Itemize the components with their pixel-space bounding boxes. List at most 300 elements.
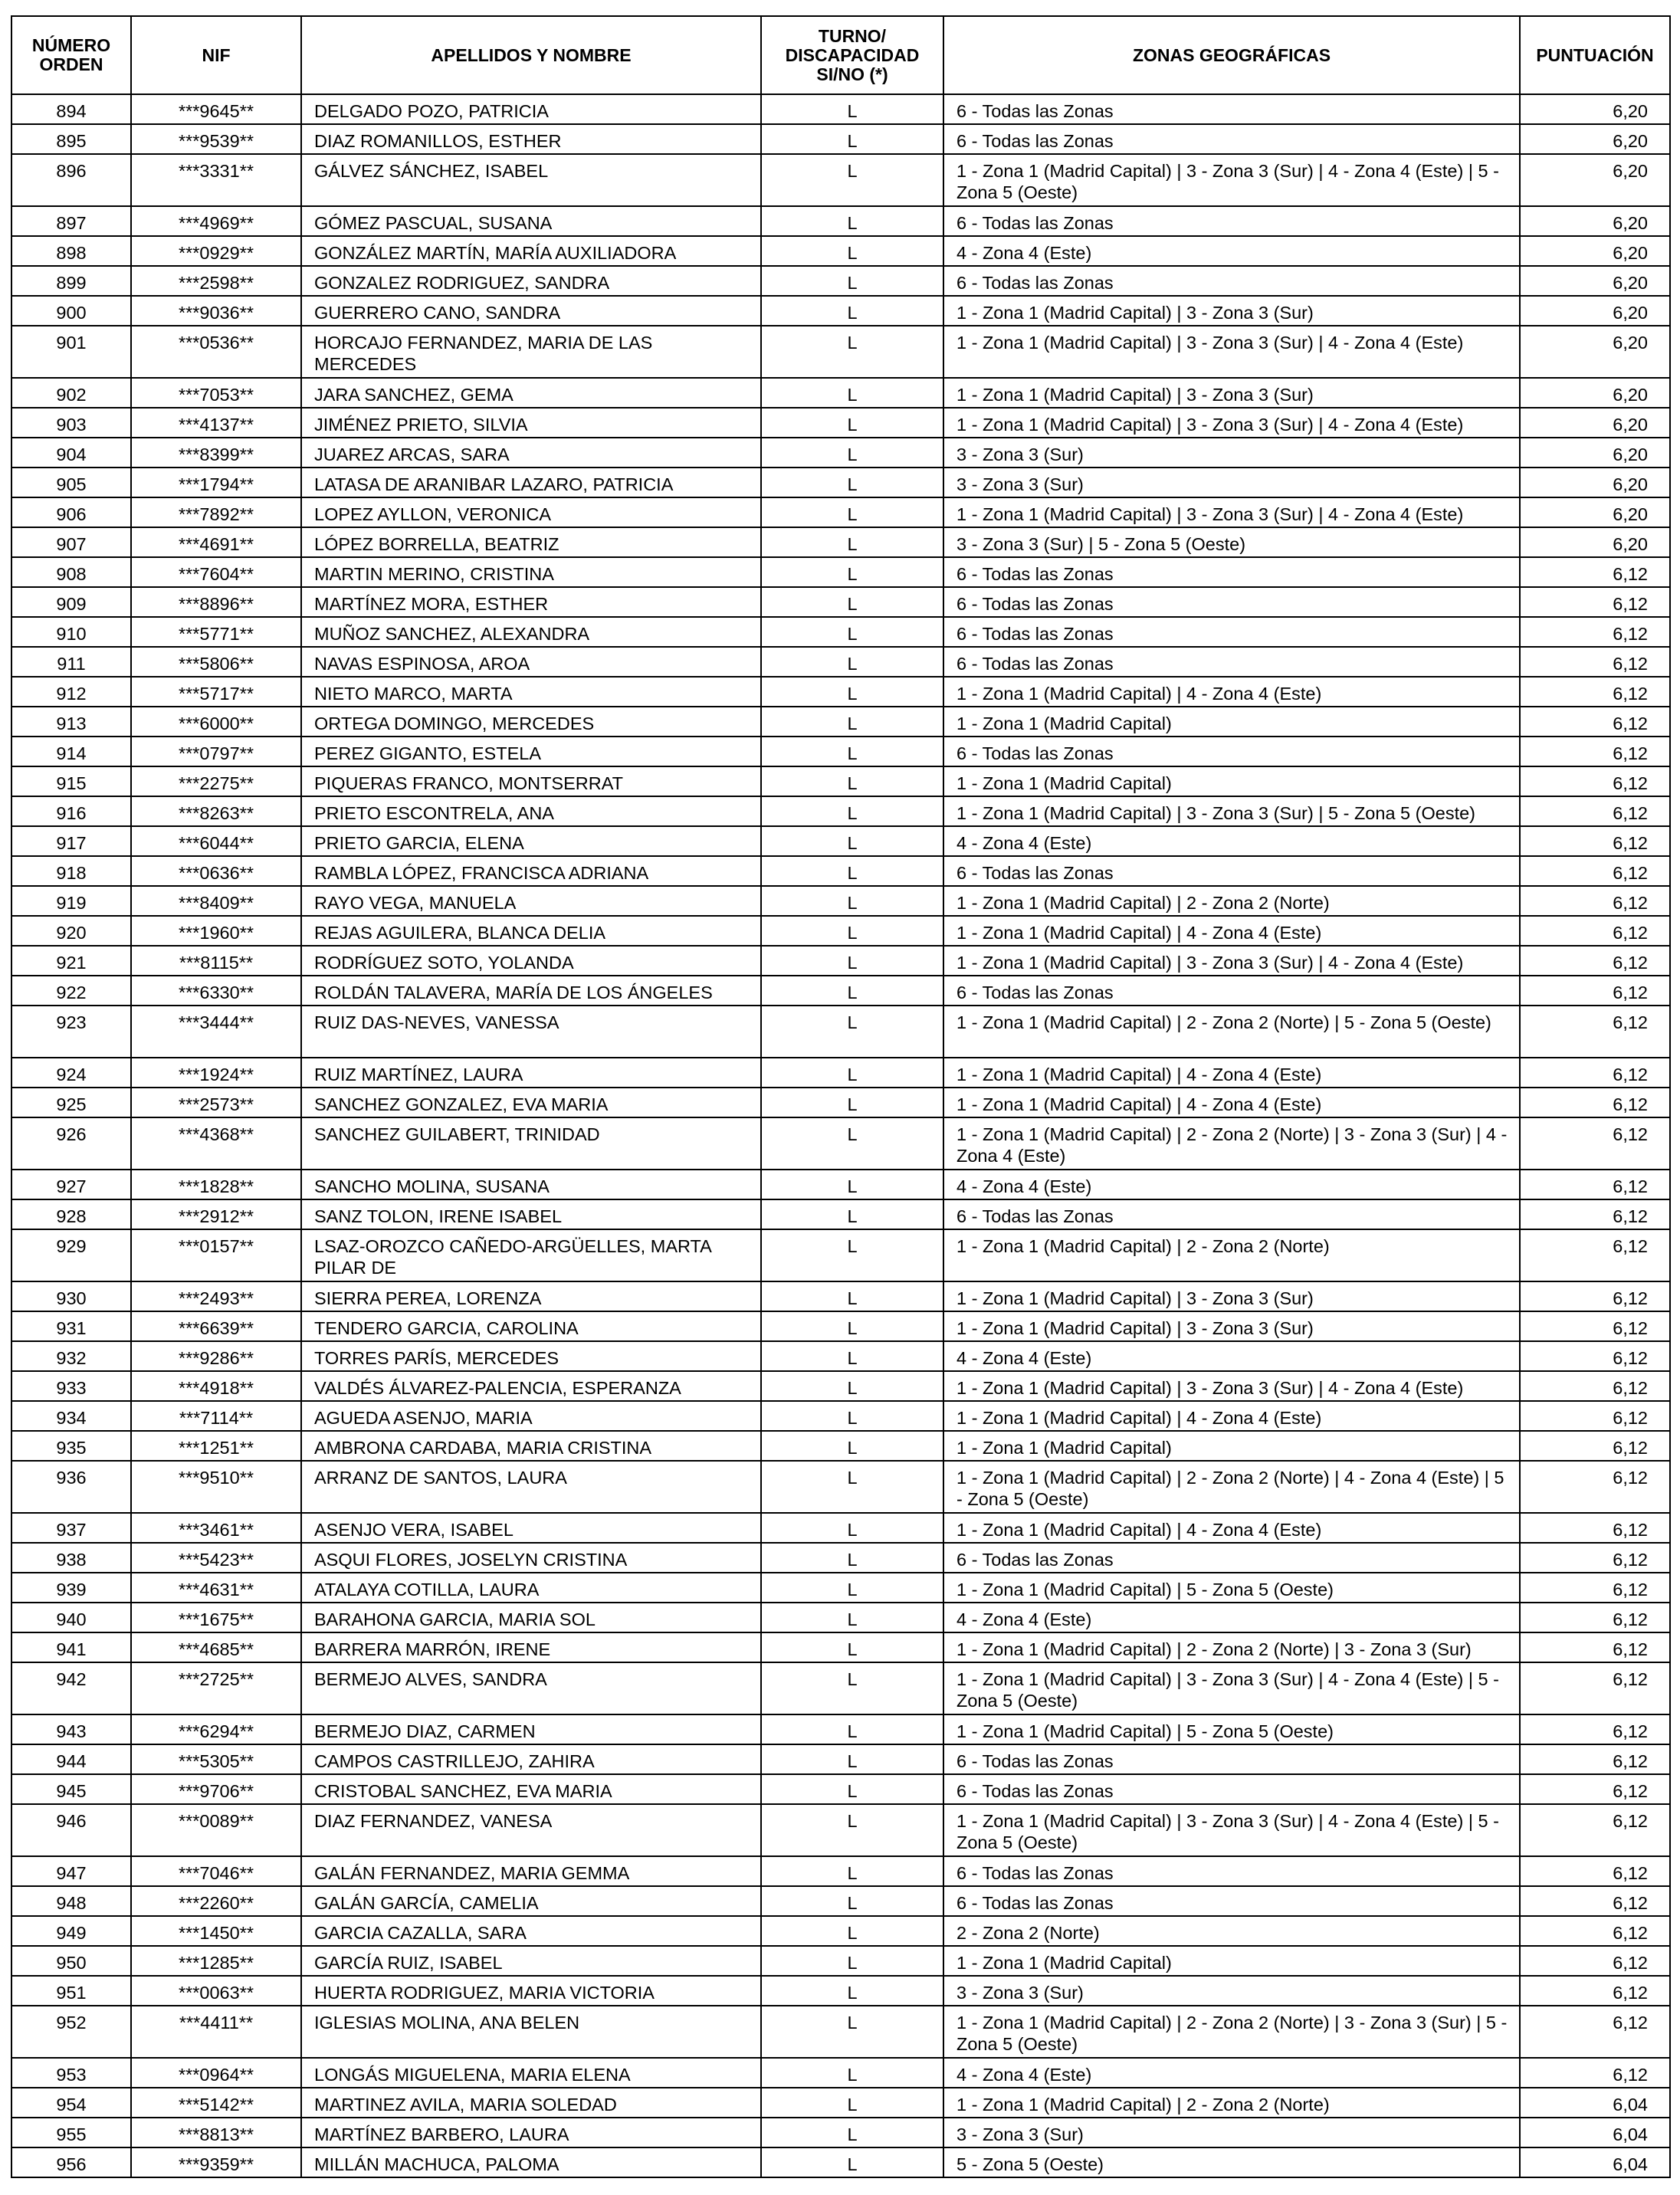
cell-nif: ***3461** (131, 1513, 301, 1543)
cell-nif: ***5717** (131, 677, 301, 707)
cell-numero-orden: 896 (11, 154, 131, 206)
cell-turno: L (761, 296, 943, 326)
table-row (11, 2088, 1670, 2118)
cell-apellidos-nombre: AGUEDA ASENJO, MARIA (301, 1401, 761, 1431)
cell-numero-orden: 927 (11, 1170, 131, 1199)
cell-nif: ***1675** (131, 1603, 301, 1632)
cell-numero-orden: 910 (11, 617, 131, 647)
cell-nif: ***4368** (131, 1117, 301, 1170)
cell-zonas: 1 - Zona 1 (Madrid Capital) | 2 - Zona 2 (Norte) (943, 1229, 1520, 1281)
cell-zonas: 1 - Zona 1 (Madrid Capital) | 4 - Zona 4 (Este) (943, 1513, 1520, 1543)
cell-nif: ***8399** (131, 438, 301, 468)
cell-apellidos-nombre: AMBRONA CARDABA, MARIA CRISTINA (301, 1431, 761, 1461)
cell-zonas: 1 - Zona 1 (Madrid Capital) | 2 - Zona 2 (Norte) | 5 - Zona 5 (Oeste) (943, 1006, 1520, 1058)
cell-zonas: 6 - Todas las Zonas (943, 94, 1520, 124)
cell-zonas: 1 - Zona 1 (Madrid Capital) | 3 - Zona 3 (Sur) (943, 1281, 1520, 1311)
cell-turno: L (761, 266, 943, 296)
cell-zonas: 4 - Zona 4 (Este) (943, 1341, 1520, 1371)
cell-puntuacion: 6,12 (1520, 1744, 1670, 1774)
table-row (11, 1662, 1670, 1714)
cell-puntuacion: 6,20 (1520, 326, 1670, 378)
cell-nif: ***2573** (131, 1088, 301, 1117)
cell-zonas: 1 - Zona 1 (Madrid Capital) | 3 - Zona 3 (Sur) | 4 - Zona 4 (Este) (943, 1371, 1520, 1401)
cell-apellidos-nombre: HUERTA RODRIGUEZ, MARIA VICTORIA (301, 1976, 761, 2006)
table-row (11, 1916, 1670, 1946)
cell-apellidos-nombre: MARTINEZ AVILA, MARIA SOLEDAD (301, 2088, 761, 2118)
cell-turno: L (761, 886, 943, 916)
cell-turno: L (761, 1744, 943, 1774)
cell-numero-orden: 951 (11, 1976, 131, 2006)
cell-apellidos-nombre: BARAHONA GARCIA, MARIA SOL (301, 1603, 761, 1632)
cell-numero-orden: 916 (11, 796, 131, 826)
cell-numero-orden: 903 (11, 408, 131, 438)
cell-turno: L (761, 1401, 943, 1431)
cell-nif: ***4918** (131, 1371, 301, 1401)
cell-apellidos-nombre: ARRANZ DE SANTOS, LAURA (301, 1461, 761, 1513)
cell-puntuacion: 6,12 (1520, 766, 1670, 796)
cell-puntuacion: 6,12 (1520, 1431, 1670, 1461)
cell-puntuacion: 6,12 (1520, 1006, 1670, 1058)
cell-puntuacion: 6,12 (1520, 617, 1670, 647)
cell-apellidos-nombre: HORCAJO FERNANDEZ, MARIA DE LAS MERCEDES (301, 326, 761, 378)
cell-numero-orden: 911 (11, 647, 131, 677)
cell-apellidos-nombre: BARRERA MARRÓN, IRENE (301, 1632, 761, 1662)
table-row (11, 1199, 1670, 1229)
cell-puntuacion: 6,12 (1520, 1461, 1670, 1513)
table-row (11, 587, 1670, 617)
cell-turno: L (761, 677, 943, 707)
table-row (11, 886, 1670, 916)
cell-puntuacion: 6,12 (1520, 976, 1670, 1006)
cell-apellidos-nombre: DELGADO POZO, PATRICIA (301, 94, 761, 124)
cell-puntuacion: 6,20 (1520, 497, 1670, 527)
cell-nif: ***0157** (131, 1229, 301, 1281)
cell-apellidos-nombre: PRIETO ESCONTRELA, ANA (301, 796, 761, 826)
cell-apellidos-nombre: GONZALEZ RODRIGUEZ, SANDRA (301, 266, 761, 296)
cell-numero-orden: 928 (11, 1199, 131, 1229)
cell-numero-orden: 904 (11, 438, 131, 468)
cell-turno: L (761, 1431, 943, 1461)
cell-apellidos-nombre: BERMEJO ALVES, SANDRA (301, 1662, 761, 1714)
cell-numero-orden: 902 (11, 378, 131, 408)
cell-turno: L (761, 2088, 943, 2118)
table-row (11, 1543, 1670, 1573)
cell-zonas: 6 - Todas las Zonas (943, 737, 1520, 766)
cell-numero-orden: 955 (11, 2118, 131, 2147)
cell-zonas: 1 - Zona 1 (Madrid Capital) | 4 - Zona 4 (Este) (943, 1401, 1520, 1431)
cell-zonas: 1 - Zona 1 (Madrid Capital) | 3 - Zona 3 (Sur) | 4 - Zona 4 (Este) (943, 946, 1520, 976)
cell-zonas: 1 - Zona 1 (Madrid Capital) | 4 - Zona 4 (Este) (943, 677, 1520, 707)
cell-zonas: 1 - Zona 1 (Madrid Capital) | 2 - Zona 2 (Norte) | 4 - Zona 4 (Este) | 5 - Zona 5 (Oeste) (943, 1461, 1520, 1513)
cell-apellidos-nombre: JARA SANCHEZ, GEMA (301, 378, 761, 408)
cell-puntuacion: 6,20 (1520, 206, 1670, 236)
cell-puntuacion: 6,12 (1520, 1281, 1670, 1311)
cell-nif: ***0636** (131, 856, 301, 886)
cell-nif: ***0929** (131, 236, 301, 266)
cell-apellidos-nombre: BERMEJO DIAZ, CARMEN (301, 1714, 761, 1744)
table-row (11, 557, 1670, 587)
cell-apellidos-nombre: GARCIA CAZALLA, SARA (301, 1916, 761, 1946)
table-row (11, 707, 1670, 737)
table-row (11, 1744, 1670, 1774)
cell-nif: ***1794** (131, 468, 301, 497)
cell-nif: ***3331** (131, 154, 301, 206)
table-row (11, 1229, 1670, 1281)
cell-numero-orden: 925 (11, 1088, 131, 1117)
cell-turno: L (761, 2147, 943, 2177)
table-row (11, 438, 1670, 468)
cell-apellidos-nombre: GUERRERO CANO, SANDRA (301, 296, 761, 326)
cell-nif: ***1924** (131, 1058, 301, 1088)
cell-turno: L (761, 1088, 943, 1117)
cell-turno: L (761, 2006, 943, 2058)
cell-puntuacion: 6,12 (1520, 647, 1670, 677)
cell-zonas: 3 - Zona 3 (Sur) (943, 2118, 1520, 2147)
cell-numero-orden: 908 (11, 557, 131, 587)
cell-numero-orden: 936 (11, 1461, 131, 1513)
header-puntuacion: PUNTUACIÓN (1520, 16, 1670, 94)
cell-nif: ***4969** (131, 206, 301, 236)
table-row (11, 1976, 1670, 2006)
cell-zonas: 1 - Zona 1 (Madrid Capital) | 2 - Zona 2 (Norte) | 3 - Zona 3 (Sur) (943, 1632, 1520, 1662)
cell-nif: ***7114** (131, 1401, 301, 1431)
cell-turno: L (761, 916, 943, 946)
cell-puntuacion: 6,12 (1520, 1371, 1670, 1401)
cell-numero-orden: 922 (11, 976, 131, 1006)
cell-turno: L (761, 1662, 943, 1714)
cell-numero-orden: 909 (11, 587, 131, 617)
cell-turno: L (761, 976, 943, 1006)
cell-turno: L (761, 587, 943, 617)
cell-apellidos-nombre: RAMBLA LÓPEZ, FRANCISCA ADRIANA (301, 856, 761, 886)
table-row (11, 766, 1670, 796)
cell-puntuacion: 6,12 (1520, 2058, 1670, 2088)
cell-nif: ***8813** (131, 2118, 301, 2147)
cell-numero-orden: 946 (11, 1804, 131, 1856)
cell-zonas: 1 - Zona 1 (Madrid Capital) | 3 - Zona 3 (Sur) (943, 378, 1520, 408)
cell-nif: ***8263** (131, 796, 301, 826)
cell-zonas: 1 - Zona 1 (Madrid Capital) | 3 - Zona 3 (Sur) | 4 - Zona 4 (Este) | 5 - Zona 5 (Oeste) (943, 1662, 1520, 1714)
cell-puntuacion: 6,04 (1520, 2147, 1670, 2177)
cell-apellidos-nombre: RUIZ DAS-NEVES, VANESSA (301, 1006, 761, 1058)
cell-turno: L (761, 378, 943, 408)
cell-turno: L (761, 326, 943, 378)
cell-zonas: 1 - Zona 1 (Madrid Capital) | 3 - Zona 3 (Sur) | 4 - Zona 4 (Este) | 5 - Zona 5 (Oeste) (943, 154, 1520, 206)
table-row (11, 1341, 1670, 1371)
cell-puntuacion: 6,12 (1520, 916, 1670, 946)
cell-apellidos-nombre: SIERRA PEREA, LORENZA (301, 1281, 761, 1311)
cell-puntuacion: 6,12 (1520, 1774, 1670, 1804)
table-body (11, 94, 1670, 2177)
cell-apellidos-nombre: LOPEZ AYLLON, VERONICA (301, 497, 761, 527)
cell-apellidos-nombre: MARTIN MERINO, CRISTINA (301, 557, 761, 587)
cell-puntuacion: 6,12 (1520, 1632, 1670, 1662)
cell-turno: L (761, 1199, 943, 1229)
cell-turno: L (761, 1946, 943, 1976)
cell-apellidos-nombre: GALÁN FERNANDEZ, MARIA GEMMA (301, 1856, 761, 1886)
cell-zonas: 6 - Todas las Zonas (943, 557, 1520, 587)
cell-numero-orden: 944 (11, 1744, 131, 1774)
cell-numero-orden: 938 (11, 1543, 131, 1573)
cell-numero-orden: 940 (11, 1603, 131, 1632)
cell-puntuacion: 6,12 (1520, 886, 1670, 916)
cell-turno: L (761, 2058, 943, 2088)
cell-zonas: 1 - Zona 1 (Madrid Capital) (943, 766, 1520, 796)
cell-puntuacion: 6,20 (1520, 527, 1670, 557)
cell-turno: L (761, 856, 943, 886)
cell-numero-orden: 914 (11, 737, 131, 766)
table-row (11, 1714, 1670, 1744)
cell-turno: L (761, 557, 943, 587)
cell-turno: L (761, 1976, 943, 2006)
cell-puntuacion: 6,12 (1520, 587, 1670, 617)
cell-zonas: 6 - Todas las Zonas (943, 206, 1520, 236)
cell-nif: ***1450** (131, 1916, 301, 1946)
table-row (11, 1088, 1670, 1117)
cell-turno: L (761, 737, 943, 766)
cell-turno: L (761, 468, 943, 497)
cell-puntuacion: 6,04 (1520, 2088, 1670, 2118)
cell-apellidos-nombre: GARCÍA RUIZ, ISABEL (301, 1946, 761, 1976)
cell-nif: ***0536** (131, 326, 301, 378)
cell-zonas: 6 - Todas las Zonas (943, 587, 1520, 617)
table-row (11, 497, 1670, 527)
cell-puntuacion: 6,12 (1520, 1229, 1670, 1281)
cell-nif: ***8115** (131, 946, 301, 976)
cell-turno: L (761, 617, 943, 647)
table-row (11, 856, 1670, 886)
cell-turno: L (761, 1341, 943, 1371)
cell-apellidos-nombre: NAVAS ESPINOSA, AROA (301, 647, 761, 677)
cell-numero-orden: 906 (11, 497, 131, 527)
cell-zonas: 6 - Todas las Zonas (943, 1543, 1520, 1573)
cell-turno: L (761, 154, 943, 206)
cell-numero-orden: 930 (11, 1281, 131, 1311)
table-row (11, 826, 1670, 856)
cell-numero-orden: 919 (11, 886, 131, 916)
cell-zonas: 6 - Todas las Zonas (943, 1774, 1520, 1804)
cell-puntuacion: 6,12 (1520, 1543, 1670, 1573)
applicant-table (11, 15, 1671, 2178)
cell-numero-orden: 929 (11, 1229, 131, 1281)
cell-puntuacion: 6,12 (1520, 1117, 1670, 1170)
table-row (11, 378, 1670, 408)
cell-apellidos-nombre: IGLESIAS MOLINA, ANA BELEN (301, 2006, 761, 2058)
cell-zonas: 6 - Todas las Zonas (943, 856, 1520, 886)
cell-nif: ***7046** (131, 1856, 301, 1886)
cell-numero-orden: 956 (11, 2147, 131, 2177)
cell-turno: L (761, 1714, 943, 1744)
cell-zonas: 4 - Zona 4 (Este) (943, 2058, 1520, 2088)
cell-nif: ***0063** (131, 1976, 301, 2006)
table-row (11, 1886, 1670, 1916)
cell-nif: ***4137** (131, 408, 301, 438)
header-nif: NIF (131, 16, 301, 94)
cell-nif: ***8896** (131, 587, 301, 617)
cell-puntuacion: 6,12 (1520, 1401, 1670, 1431)
cell-nif: ***7053** (131, 378, 301, 408)
cell-zonas: 1 - Zona 1 (Madrid Capital) | 4 - Zona 4 (Este) (943, 1088, 1520, 1117)
cell-apellidos-nombre: ORTEGA DOMINGO, MERCEDES (301, 707, 761, 737)
cell-zonas: 5 - Zona 5 (Oeste) (943, 2147, 1520, 2177)
cell-turno: L (761, 796, 943, 826)
header-row (11, 16, 1670, 94)
cell-numero-orden: 949 (11, 1916, 131, 1946)
cell-puntuacion: 6,12 (1520, 1058, 1670, 1088)
cell-apellidos-nombre: VALDÉS ÁLVAREZ-PALENCIA, ESPERANZA (301, 1371, 761, 1401)
cell-turno: L (761, 206, 943, 236)
cell-numero-orden: 901 (11, 326, 131, 378)
cell-zonas: 4 - Zona 4 (Este) (943, 1603, 1520, 1632)
cell-numero-orden: 953 (11, 2058, 131, 2088)
cell-apellidos-nombre: LONGÁS MIGUELENA, MARIA ELENA (301, 2058, 761, 2088)
cell-puntuacion: 6,12 (1520, 677, 1670, 707)
table-row (11, 1856, 1670, 1886)
cell-turno: L (761, 1603, 943, 1632)
table-row (11, 236, 1670, 266)
table-row (11, 1170, 1670, 1199)
table-row (11, 1804, 1670, 1856)
cell-nif: ***6044** (131, 826, 301, 856)
table-row (11, 2118, 1670, 2147)
cell-apellidos-nombre: CAMPOS CASTRILLEJO, ZAHIRA (301, 1744, 761, 1774)
header-zonas-geograficas: ZONAS GEOGRÁFICAS (943, 16, 1520, 94)
cell-apellidos-nombre: SANCHO MOLINA, SUSANA (301, 1170, 761, 1199)
table-row (11, 1401, 1670, 1431)
cell-apellidos-nombre: PRIETO GARCIA, ELENA (301, 826, 761, 856)
table-row (11, 94, 1670, 124)
cell-numero-orden: 913 (11, 707, 131, 737)
cell-numero-orden: 948 (11, 1886, 131, 1916)
table-row (11, 946, 1670, 976)
table-row (11, 796, 1670, 826)
table-row (11, 296, 1670, 326)
cell-puntuacion: 6,12 (1520, 1311, 1670, 1341)
cell-zonas: 3 - Zona 3 (Sur) | 5 - Zona 5 (Oeste) (943, 527, 1520, 557)
cell-apellidos-nombre: DIAZ FERNANDEZ, VANESA (301, 1804, 761, 1856)
cell-apellidos-nombre: LÓPEZ BORRELLA, BEATRIZ (301, 527, 761, 557)
cell-puntuacion: 6,12 (1520, 1199, 1670, 1229)
table-row (11, 1058, 1670, 1088)
header-numero-orden: NÚMERO ORDEN (11, 16, 131, 94)
cell-nif: ***5771** (131, 617, 301, 647)
table-row (11, 1461, 1670, 1513)
cell-turno: L (761, 1916, 943, 1946)
cell-nif: ***0964** (131, 2058, 301, 2088)
cell-numero-orden: 921 (11, 946, 131, 976)
cell-apellidos-nombre: RAYO VEGA, MANUELA (301, 886, 761, 916)
cell-puntuacion: 6,12 (1520, 1856, 1670, 1886)
cell-zonas: 1 - Zona 1 (Madrid Capital) | 3 - Zona 3 (Sur) | 4 - Zona 4 (Este) (943, 497, 1520, 527)
table-row (11, 1573, 1670, 1603)
cell-apellidos-nombre: GÓMEZ PASCUAL, SUSANA (301, 206, 761, 236)
cell-apellidos-nombre: RODRÍGUEZ SOTO, YOLANDA (301, 946, 761, 976)
cell-turno: L (761, 1170, 943, 1199)
cell-numero-orden: 918 (11, 856, 131, 886)
cell-apellidos-nombre: PEREZ GIGANTO, ESTELA (301, 737, 761, 766)
cell-apellidos-nombre: LSAZ-OROZCO CAÑEDO-ARGÜELLES, MARTA PILAR DE (301, 1229, 761, 1281)
cell-numero-orden: 952 (11, 2006, 131, 2058)
cell-numero-orden: 924 (11, 1058, 131, 1088)
cell-puntuacion: 6,12 (1520, 1976, 1670, 2006)
cell-apellidos-nombre: SANCHEZ GONZALEZ, EVA MARIA (301, 1088, 761, 1117)
cell-nif: ***6330** (131, 976, 301, 1006)
cell-apellidos-nombre: ATALAYA COTILLA, LAURA (301, 1573, 761, 1603)
cell-nif: ***2493** (131, 1281, 301, 1311)
cell-zonas: 1 - Zona 1 (Madrid Capital) | 4 - Zona 4 (Este) (943, 1058, 1520, 1088)
cell-apellidos-nombre: PIQUERAS FRANCO, MONTSERRAT (301, 766, 761, 796)
cell-puntuacion: 6,20 (1520, 94, 1670, 124)
cell-nif: ***9286** (131, 1341, 301, 1371)
cell-nif: ***5305** (131, 1744, 301, 1774)
cell-apellidos-nombre: GÁLVEZ SÁNCHEZ, ISABEL (301, 154, 761, 206)
header-apellidos-nombre: APELLIDOS Y NOMBRE (301, 16, 761, 94)
cell-zonas: 6 - Todas las Zonas (943, 976, 1520, 1006)
cell-numero-orden: 899 (11, 266, 131, 296)
cell-numero-orden: 915 (11, 766, 131, 796)
cell-zonas: 1 - Zona 1 (Madrid Capital) | 3 - Zona 3 (Sur) | 4 - Zona 4 (Este) | 5 - Zona 5 (Oeste) (943, 1804, 1520, 1856)
cell-puntuacion: 6,20 (1520, 378, 1670, 408)
cell-nif: ***1960** (131, 916, 301, 946)
cell-nif: ***1251** (131, 1431, 301, 1461)
cell-zonas: 6 - Todas las Zonas (943, 1744, 1520, 1774)
cell-puntuacion: 6,12 (1520, 557, 1670, 587)
cell-numero-orden: 912 (11, 677, 131, 707)
table-row (11, 468, 1670, 497)
cell-nif: ***0797** (131, 737, 301, 766)
cell-puntuacion: 6,20 (1520, 438, 1670, 468)
cell-puntuacion: 6,12 (1520, 1916, 1670, 1946)
cell-turno: L (761, 1886, 943, 1916)
cell-zonas: 1 - Zona 1 (Madrid Capital) | 2 - Zona 2 (Norte) | 3 - Zona 3 (Sur) | 5 - Zona 5 (Oeste) (943, 2006, 1520, 2058)
table-row (11, 2058, 1670, 2088)
cell-nif: ***2912** (131, 1199, 301, 1229)
cell-turno: L (761, 1461, 943, 1513)
cell-zonas: 3 - Zona 3 (Sur) (943, 468, 1520, 497)
cell-zonas: 6 - Todas las Zonas (943, 1856, 1520, 1886)
cell-apellidos-nombre: SANCHEZ GUILABERT, TRINIDAD (301, 1117, 761, 1170)
cell-turno: L (761, 124, 943, 154)
table-row (11, 1281, 1670, 1311)
cell-turno: L (761, 94, 943, 124)
cell-zonas: 6 - Todas las Zonas (943, 647, 1520, 677)
cell-turno: L (761, 647, 943, 677)
table-row (11, 1603, 1670, 1632)
cell-nif: ***2725** (131, 1662, 301, 1714)
cell-puntuacion: 6,20 (1520, 236, 1670, 266)
cell-numero-orden: 954 (11, 2088, 131, 2118)
table-row (11, 206, 1670, 236)
cell-numero-orden: 898 (11, 236, 131, 266)
cell-puntuacion: 6,12 (1520, 1513, 1670, 1543)
cell-puntuacion: 6,12 (1520, 1946, 1670, 1976)
cell-apellidos-nombre: MARTÍNEZ MORA, ESTHER (301, 587, 761, 617)
cell-puntuacion: 6,20 (1520, 154, 1670, 206)
cell-puntuacion: 6,12 (1520, 1088, 1670, 1117)
cell-numero-orden: 894 (11, 94, 131, 124)
table-row (11, 527, 1670, 557)
cell-zonas: 3 - Zona 3 (Sur) (943, 1976, 1520, 2006)
table-row (11, 677, 1670, 707)
cell-puntuacion: 6,04 (1520, 2118, 1670, 2147)
cell-nif: ***9539** (131, 124, 301, 154)
table-row (11, 408, 1670, 438)
table-row (11, 1006, 1670, 1058)
cell-turno: L (761, 1774, 943, 1804)
cell-nif: ***6000** (131, 707, 301, 737)
cell-numero-orden: 926 (11, 1117, 131, 1170)
cell-turno: L (761, 1632, 943, 1662)
